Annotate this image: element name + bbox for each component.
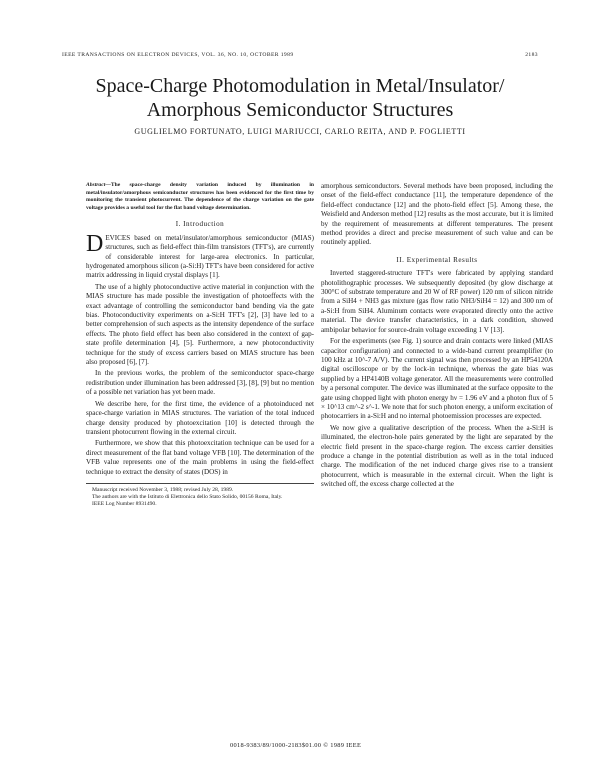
- left-column: [86, 182, 314, 509]
- drop-cap: D: [86, 230, 104, 257]
- intro-paragraph-5: Furthermore, we show that this photoexcitation technique can be used for a direct measurement of the flat band voltage VFB [10]. The determination of the VFB value represents one of the main problems in using the field-effect technique to extract the density of states (DOS) in: [86, 439, 314, 476]
- experimental-paragraph-2: For the experiments (see Fig. 1) source and drain contacts were linked (MIAS capacitor configuration) and connected to a wide-band current preamplifier (to 100 kHz at 10^-7 A/V). The current signal was then processed by an HP54120A digital oscilloscope or by the lock-in technique, whereas the gate bias was supplied by a HP4140B voltage generator. All the measurements were controlled by a personal computer. The device was illuminated at the surface opposite to the gate using chopped light with photon energy hν = 1.96 eV and a photon flux of 5 × 10^13 cm^-2 s^-1. We note that for such photon energy, a uniform excitation of photocarriers in a-Si:H and no internal photoemission processes are expected.: [321, 337, 553, 421]
- title-line-1: Space-Charge Photomodulation in Metal/Insulator/: [95, 75, 505, 97]
- author-list: GUGLIELMO FORTUNATO, LUIGI MARIUCCI, CARLO REITA, AND P. FOGLIETTI: [134, 127, 466, 136]
- footnote-log-number: IEEE Log Number 8931490.: [92, 501, 157, 508]
- intro-paragraph-1-text: EVICES based on metal/insulator/amorphous semiconductor (MIAS) structures, such as field-effect thin-film transistors (TFT's), are currently of considerable interest for large-area electronics. In particular, hydrogenated amorphous silicon (a-Si:H) TFT's have been considered for active matrix addressing in liquid crystal displays [1].: [86, 233, 314, 280]
- intro-paragraph-3: In the previous works, the problem of the semiconductor space-charge redistribution under illumination has been addressed [3], [8], [9] but no mention of a possible net variation has yet been made.: [86, 369, 314, 397]
- intro-continuation-paragraph: amorphous semiconductors. Several methods have been proposed, including the onset of the field-effect conductance [11], the temperature dependence of the field-effect conductance [12] and the photo-field effect [5]. Among these, the Weisfield and Anderson method [12] results as the most accurate, but it is limited by the requirement of measurements at different temperatures. The present method provides a direct and precise measurement of such value and can be routinely applied.: [321, 182, 553, 247]
- footnote-affiliation: The authors are with the Istituto di Elettronica dello Stato Solido, 00156 Roma, Italy.: [92, 494, 283, 501]
- section-heading-introduction: I. Introduction: [175, 220, 225, 229]
- experimental-paragraph-1: Inverted staggered-structure TFT's were fabricated by applying standard photolithographic processes. We subsequently deposited (by glow discharge at 300°C of substrate temperature and 20 W of RF power) 120 nm of silicon nitride from a SiH4 + NH3 gas mixture (gas flow ratio NH3/SiH4 = 12) and 300 nm of a-Si:H from SiH4. Aluminum contacts were evaporated directly onto the active material. The device transfer characteristics, in a dark condition, showed ambipolar behavior for source-drain voltage exceeding 1 V [13].: [321, 269, 553, 334]
- intro-paragraph-1: [86, 230, 314, 281]
- page-number: 2183: [525, 52, 538, 58]
- intro-paragraph-4: We describe here, for the first time, the evidence of a photoinduced net space-charge variation in MIAS structures. The variation of the total induced charge density produced by photoexcitation [10] is detected through the transient photocurrent flowing in the external circuit.: [86, 399, 314, 436]
- section-heading-experimental: II. Experimental Results: [396, 255, 478, 264]
- right-column: [321, 182, 553, 492]
- footnote-received: Manuscript received November 3, 1988; revised July 28, 1989.: [92, 486, 234, 493]
- intro-paragraph-2: The use of a highly photoconductive active material in conjunction with the MIAS structure has made possible the investigation of photoeffects with the exact advantage of controlling the semiconductor band bending via the gate bias. Photoconductivity experiments on a-Si:H TFT's [2], [3] have led to a better comprehension of such aspects as the intensity dependence of the surface effects. The photo field effect has been also considered in the context of gap-state profile determination [4], [5]. Furthermore, a new photoconductivity technique for the study of excess carriers based on MIAS structure has been also proposed [6], [7].: [86, 282, 314, 367]
- abstract: [86, 182, 314, 212]
- experimental-paragraph-3: We now give a qualitative description of the process. When the a-Si:H is illuminated, the electron-hole pairs generated by the light are separated by the electric field present in the space-charge region. The excess carrier densities produce a change in the potential distribution as well as in the total induced charge. The modification of the net induced charge gives rise to a transient photocurrent, which is measurable in the external circuit. When the light is switched off, the excess charge collected at the: [321, 423, 553, 489]
- running-head: [62, 52, 538, 64]
- abstract-label: Abstract—: [86, 182, 111, 188]
- copyright-line: 0018-9383/89/1000-2183$01.00 © 1989 IEEE: [230, 742, 362, 749]
- title-line-2: Amorphous Semiconductor Structures: [146, 99, 454, 121]
- abstract-text: The space-charge density variation induced by illumination in metal/insulator/amorphous semiconductor structures has been evidenced for the first time by monitoring the transient photocurrent. The dependence of the charge variation on the gate voltage provides a useful tool for the flat band voltage determination.: [86, 182, 314, 211]
- journal-citation: IEEE TRANSACTIONS ON ELECTRON DEVICES, VOL. 36, NO. 10, OCTOBER 1989: [62, 52, 294, 58]
- paper-title: [40, 74, 560, 122]
- footnotes: [86, 483, 314, 509]
